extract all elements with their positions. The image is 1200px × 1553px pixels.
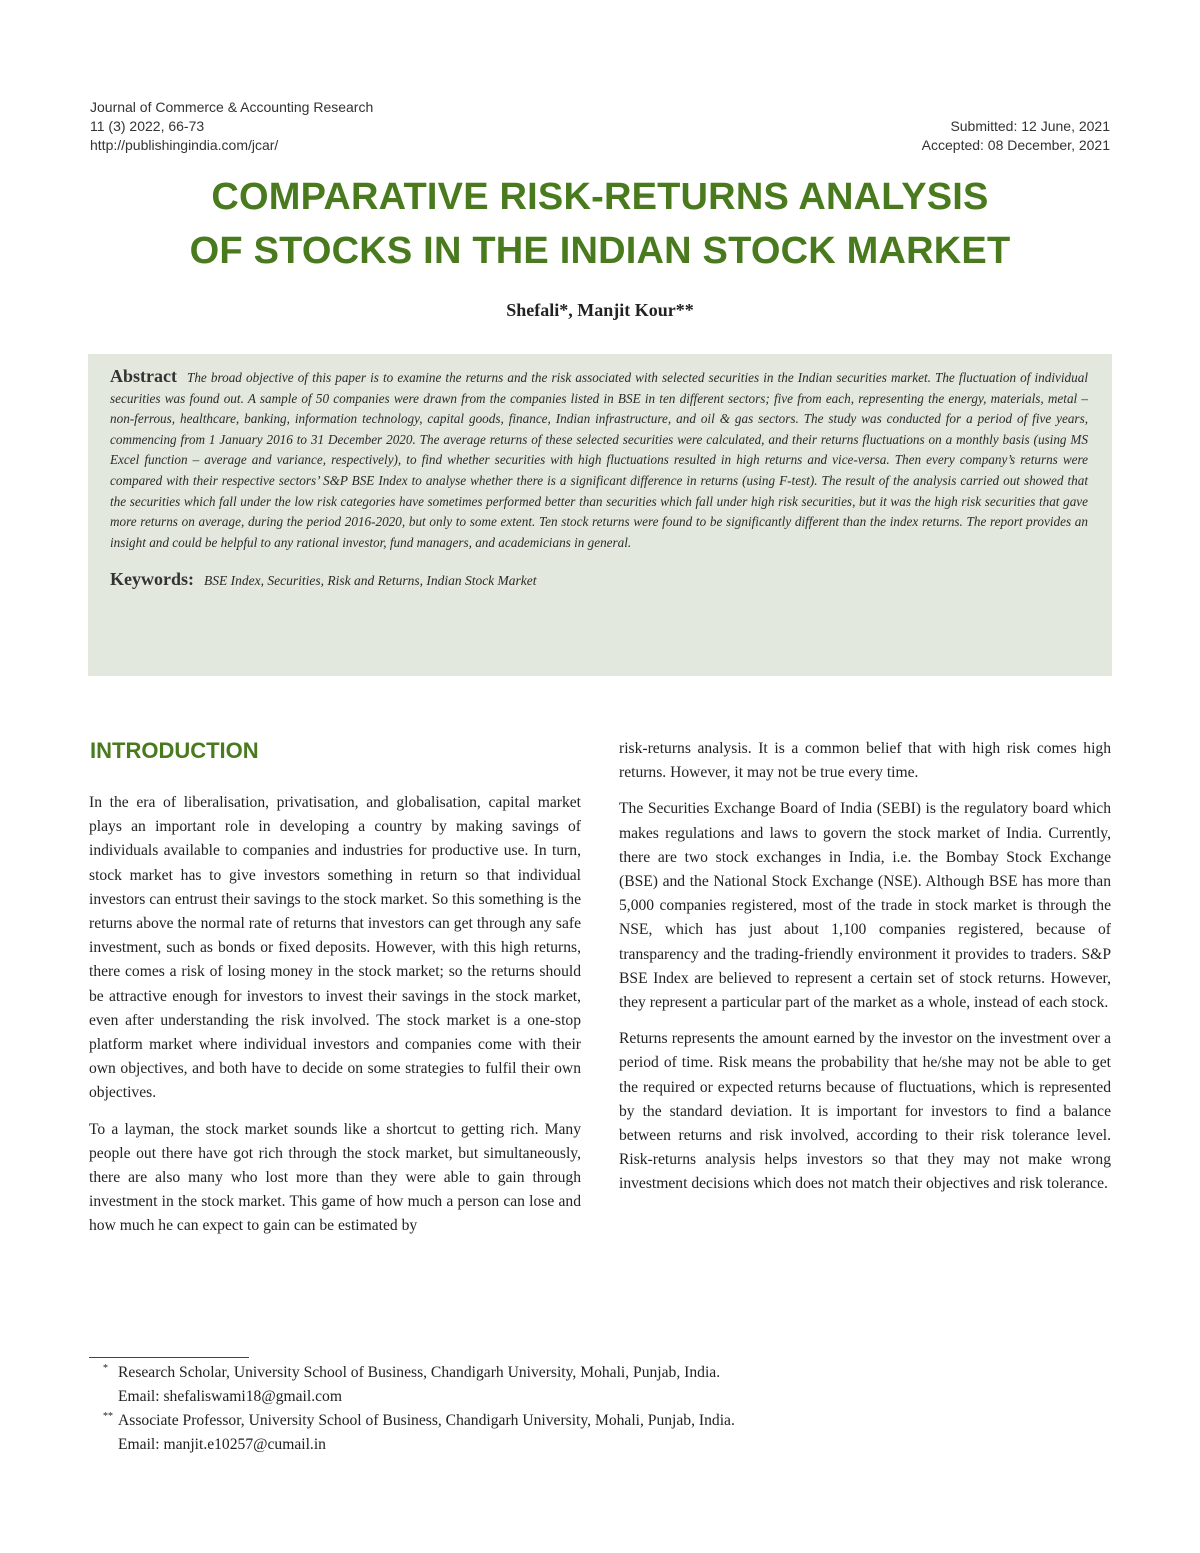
paper-title-line1: COMPARATIVE RISK-RETURNS ANALYSIS: [211, 176, 989, 218]
left-column: [89, 791, 581, 1251]
abstract-box: [88, 354, 1112, 676]
section-heading-introduction: INTRODUCTION: [90, 738, 259, 763]
abstract-label: Abstract: [110, 366, 177, 386]
body-paragraph: Returns represents the amount earned by the investor on the investment over a period of time. Risk means the probability that he/she may not be able to get the required or expected returns because of fluctuations, which is represented by the standard deviation. It is important for investors to find a balance between returns and risk involved, according to their risk tolerance level. Risk-returns analysis helps investors so that they may not make wrong investment decisions which does not match their objectives and risk tolerance.: [619, 1030, 1111, 1193]
abstract-text: The broad objective of this paper is to examine the returns and the risk associated with selected securities in the Indian securities market. The fluctuation of individual securities was found out. A sample of 50 companies were drawn from the companies listed in BSE in ten different sectors; five from each, representing the energy, materials, metal – non-ferrous, healthcare, banking, information technology, capital goods, finance, Indian infrastructure, and oil & gas sectors. The study was conducted for a period of five years, commencing from 1 January 2016 to 31 December 2020. The average returns of these selected securities were calculated, and their returns fluctuations on a monthly basis (using MS Excel function – average and variance, respectively), to find whether securities with high fluctuations resulted in high returns and vice-versa. Then every company’s returns were compared with their respective sectors’ S&P BSE Index to analyse whether there is a significant difference in returns (using F-test). The result of the analysis carried out showed that the securities which fall under the low risk categories have sometimes performed better than securities which fall under high risk securities, but it was the high risk securities that gave more returns on average, during the period 2016-2020, but only to some extent. Ten stock returns were found to be significantly different than the index returns. The report provides an insight and could be helpful to any rational investor, fund managers, and academicians in general.: [110, 370, 1088, 550]
footnote-marker: **: [103, 1411, 113, 1422]
paper-title-line2: OF STOCKS IN THE INDIAN STOCK MARKET: [189, 230, 1011, 272]
right-column: [619, 737, 1111, 1209]
keywords-label: Keywords:: [110, 569, 194, 590]
abstract: [110, 366, 1088, 553]
footnote-affiliation: Research Scholar, University School of Business, Chandigarh University, Mohali, Punjab, India.: [118, 1364, 721, 1381]
paper-title: [60, 170, 1140, 278]
journal-url[interactable]: http://publishingindia.com/jcar/: [90, 137, 279, 153]
footnote-email[interactable]: Email: shefaliswami18@gmail.com: [118, 1388, 342, 1405]
footnote: [89, 1409, 989, 1457]
journal-header: [90, 98, 610, 155]
journal-name: Journal of Commerce & Accounting Research: [90, 99, 374, 115]
footnote-affiliation: Associate Professor, University School of Business, Chandigarh University, Mohali, Punjab, India.: [118, 1412, 735, 1429]
footnote-email[interactable]: Email: manjit.e10257@cumail.in: [118, 1436, 326, 1453]
authors: Shefali*, Manjit Kour**: [506, 300, 694, 320]
body-paragraph: The Securities Exchange Board of India (SEBI) is the regulatory board which makes regulations and laws to govern the stock market of India. Currently, there are two stock exchanges in India, i.e. the Bombay Stock Exchange (BSE) and the National Stock Exchange (NSE). Although BSE has more than 5,000 companies registered, most of the trade in stock market is through the NSE, which has just about 1,100 companies registered, because of transparency and the trading-friendly environment it provides to traders. S&P BSE Index are believed to represent a certain set of stock returns. However, they represent a particular part of the market as a whole, instead of each stock.: [619, 800, 1111, 1012]
accepted-date: Accepted: 08 December, 2021: [921, 137, 1110, 153]
submitted-date: Submitted: 12 June, 2021: [950, 118, 1110, 134]
keywords-text: BSE Index, Securities, Risk and Returns, Indian Stock Market: [204, 573, 537, 589]
journal-volume: 11 (3) 2022, 66-73: [90, 118, 205, 134]
footnote: [89, 1361, 989, 1409]
footnote-marker: *: [103, 1363, 108, 1374]
footnotes: [89, 1361, 989, 1457]
body-paragraph: In the era of liberalisation, privatisation, and globalisation, capital market plays an important role in developing a country by making savings of individuals available to companies and industries for productive use. In turn, stock market has to give investors something in return so that individual investors can entrust their savings to the stock market. So this something is the returns above the normal rate of returns that investors can get through any safe investment, such as bonds or fixed deposits. However, with this high returns, there comes a risk of losing money in the stock market; so the returns should be attractive enough for investors to invest their savings in the stock market, even after understanding the risk involved. The stock market is a one-stop platform market where individual investors and companies come with their own objectives, and both have to decide on some strategies to fulfil their own objectives.: [89, 794, 581, 1102]
footnote-divider: [89, 1357, 249, 1358]
body-paragraph: To a layman, the stock market sounds like a shortcut to getting rich. Many people out there have got rich through the stock market, but simultaneously, there are also many who lost more than they were able to gain through investment in the stock market. This game of how much a person can lose and how much he can expect to gain can be estimated by: [89, 1120, 581, 1235]
keywords: [110, 569, 1088, 590]
submission-dates: [710, 117, 1110, 155]
body-paragraph: risk-returns analysis. It is a common belief that with high risk comes high returns. However, it may not be true every time.: [619, 740, 1111, 782]
